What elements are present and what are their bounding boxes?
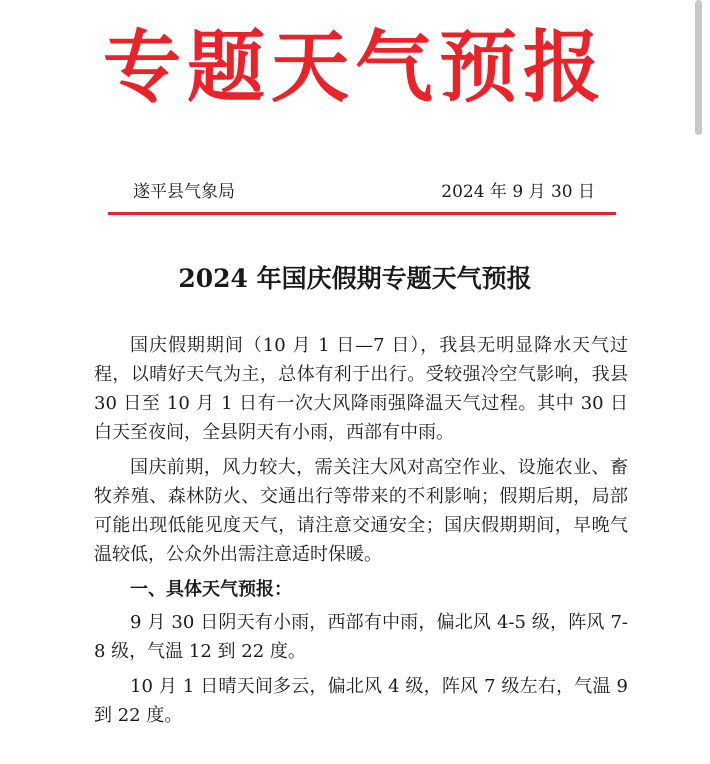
issuer-name: 遂平县气象局 <box>133 182 235 202</box>
masthead-title: 专题天气预报 <box>102 23 607 113</box>
forecast-oct-1: 10 月 1 日晴天间多云，偏北风 4 级，阵风 7 级左右，气温 9 到 22 度。 <box>94 676 628 726</box>
document-body <box>94 331 628 730</box>
section-heading: 一、具体天气预报： <box>130 579 292 600</box>
issue-date: 2024 年 9 月 30 日 <box>441 182 595 202</box>
header-divider <box>108 212 616 215</box>
paragraph-advisory: 国庆前期，风力较大，需关注大风对高空作业、设施农业、畜牧养殖、森林防火、交通出行等带来的不利影响；假期后期，局部可能出现低能见度天气，请注意交通安全；国庆假期期间，早晚气温较低，公众外出需注意适时保暖。 <box>94 457 628 565</box>
document-title: 2024 年国庆假期专题天气预报 <box>178 264 532 293</box>
header-meta <box>133 180 595 204</box>
paragraph-overview: 国庆假期期间（10 月 1 日—7 日），我县无明显降水天气过程，以晴好天气为主，总体有利于出行。受较强冷空气影响，我县 30 日至 10 月 1 日有一次大风降雨强降温天气过程。其中 30 日白天至夜间，全县阴天有小雨，西部有中雨。 <box>94 335 628 443</box>
scrollbar-thumb[interactable] <box>695 0 702 135</box>
forecast-sep-30: 9 月 30 日阴天有小雨，西部有中雨，偏北风 4-5 级，阵风 7-8 级，气温 12 到 22 度。 <box>94 612 628 662</box>
